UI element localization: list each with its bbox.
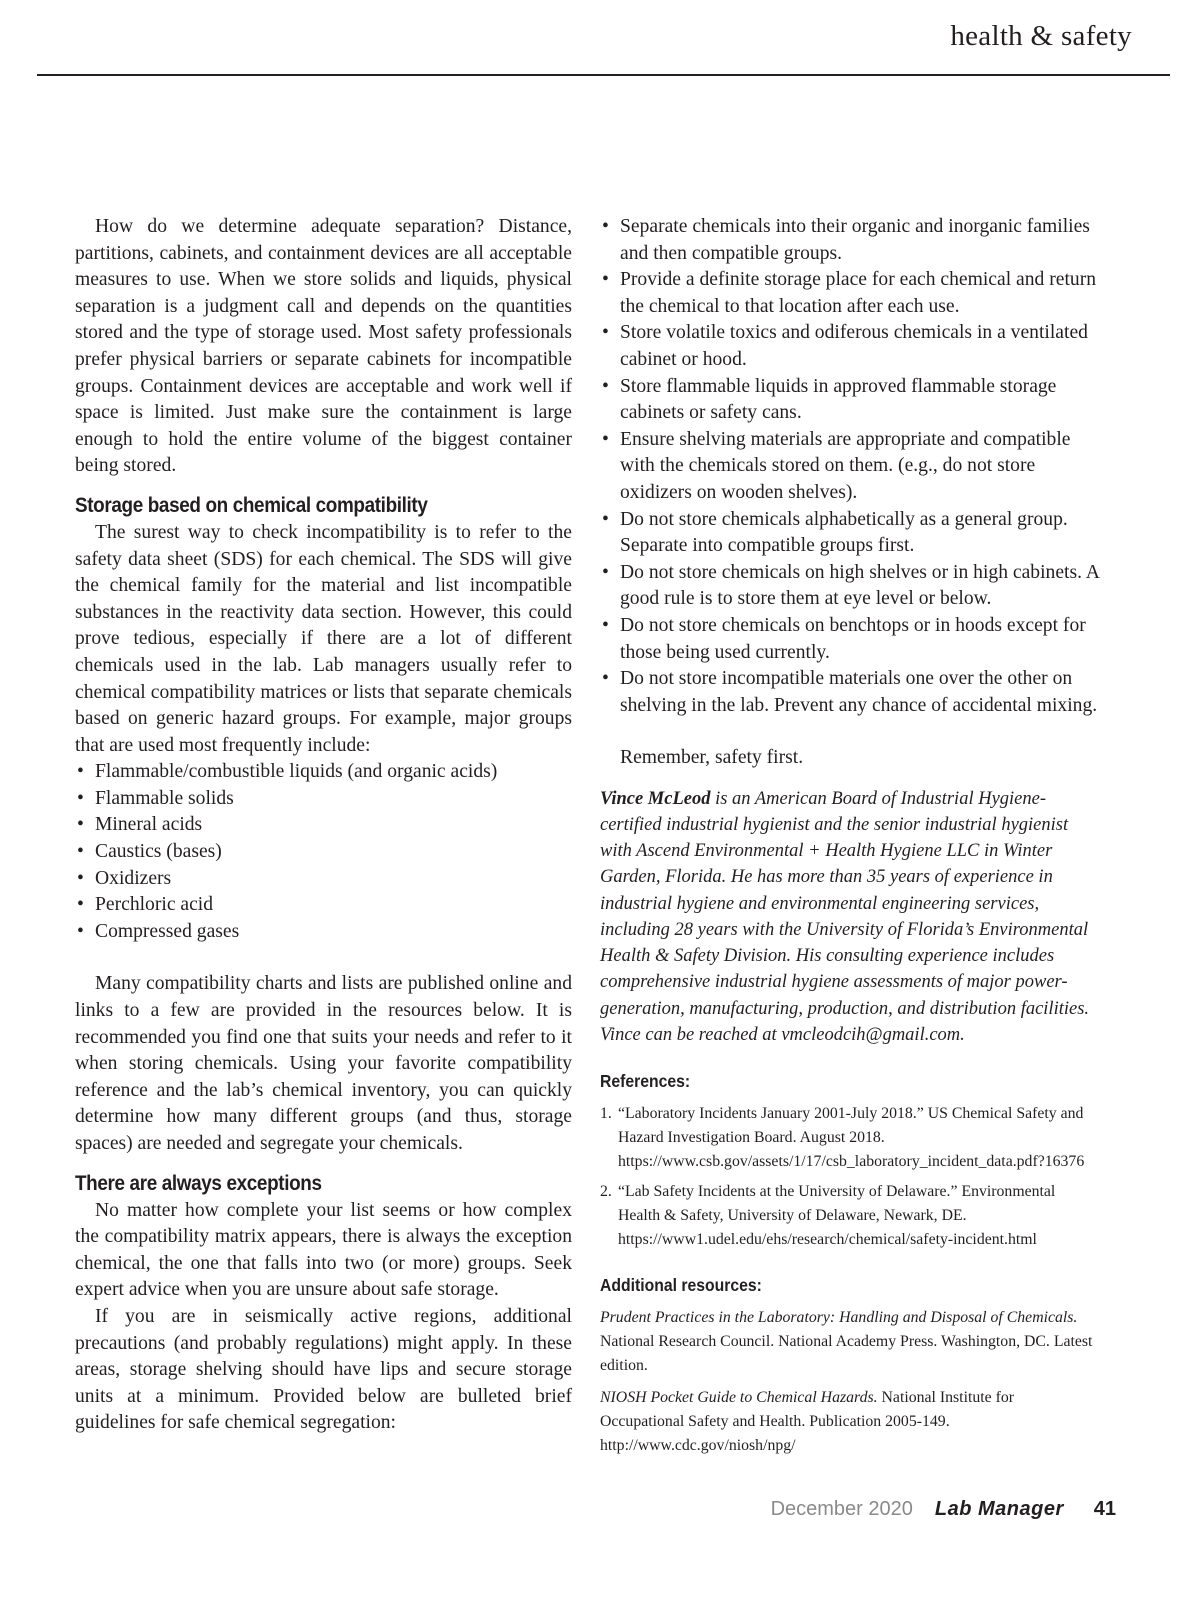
list-item: • Do not store incompatible materials one over the other on shelving in the lab. Prevent any chance of accidental mixing.: [600, 666, 1100, 719]
closing-line: Remember, safety first.: [620, 747, 804, 769]
list-item: • Do not store chemicals on benchtops or in hoods except for those being used currently.: [600, 613, 1100, 666]
page-footer: [771, 1498, 1116, 1521]
heading-exceptions: There are always exceptions: [75, 1171, 322, 1195]
resources-heading: Additional resources:: [600, 1274, 762, 1295]
list-item: • Flammable solids: [75, 786, 572, 813]
resource-title: Prudent Practices in the Laboratory: Handling and Disposal of Chemicals.: [600, 1308, 1078, 1326]
intro-paragraph: How do we determine adequate separation? Distance, partitions, cabinets, and containment devices are all acceptable measures to use. When we store solids and liquids, physical separation is a judgment call and depends on the quantities stored and the type of storage used. Most safety professionals prefer physical barriers or separate cabinets for incompatible groups. Containment devices are acceptable and work well if space is limited. Just make sure the containment is large enough to hold the entire volume of the biggest container being stored.: [75, 216, 572, 477]
list-item: • Store flammable liquids in approved flammable storage cabinets or safety cans.: [600, 374, 1100, 427]
author-bio-text: is an American Board of Industrial Hygiene-certified industrial hygienist and the senior industrial hygienist with Ascend Environmental + Health Hygiene LLC in Winter Garden, Florida. He has more than 35 years of experience in industrial hygiene and environmental engineering services, including 28 years with the University of Florida’s Environmental Health & Safety Division. His consulting experience includes comprehensive industrial hygiene assessments of major power-generation, manufacturing, production, and distribution facilities. Vince can be reached at vmcleodcih@gmail.com.: [600, 788, 1090, 1045]
charts-paragraph: Many compatibility charts and lists are published online and links to a few are provided in the resources below. It is recommended you find one that suits your needs and refer to it when storing chemicals. Using your favorite compatibility reference and the lab’s chemical inventory, you can quickly determine how many different groups (and thus, storage spaces) are needed and segregate your chemicals.: [75, 973, 572, 1154]
references-heading: References:: [600, 1070, 691, 1091]
reference-item: [600, 1180, 1100, 1252]
list-item: • Caustics (bases): [75, 839, 572, 866]
seismic-paragraph: If you are in seismically active regions, additional precautions (and probably regulations) might apply. In these areas, storage shelving should have lips and secure storage units at a minimum. Provided below are bulleted brief guidelines for safe chemical segregation:: [75, 1305, 572, 1434]
resource-text: National Institute for Occupational Safety and Health. Publication 2005-149. http://www.cdc.gov/niosh/npg/: [600, 1388, 1015, 1454]
page-number: 41: [1093, 1498, 1116, 1520]
list-item: • Perchloric acid: [75, 892, 572, 919]
section-title: health & safety: [950, 20, 1132, 52]
list-item: • Do not store chemicals alphabetically as a general group. Separate into compatible groups first.: [600, 507, 1100, 560]
compatibility-paragraph: The surest way to check incompatibility is to refer to the safety data sheet (SDS) for each chemical. The SDS will give the chemical family for the material and list incompatible substances in the reactivity data section. However, this could prove tedious, especially if there are a lot of different chemicals used in the lab. Lab managers usually refer to chemical compatibility matrices or lists that separate chemicals based on generic hazard groups. For example, major groups that are used most frequently include:: [75, 521, 572, 756]
list-item: • Provide a definite storage place for each chemical and return the chemical to that location after each use.: [600, 267, 1100, 320]
author-name: Vince McLeod: [600, 788, 711, 809]
list-item: • Store volatile toxics and odiferous chemicals in a ventilated cabinet or hood.: [600, 320, 1100, 373]
resource-text: National Research Council. National Academy Press. Washington, DC. Latest edition.: [600, 1332, 1093, 1374]
list-item: • Flammable/combustible liquids (and organic acids): [75, 759, 572, 786]
author-bio: [600, 786, 1100, 1048]
left-column: [75, 214, 572, 1437]
list-item: • Compressed gases: [75, 919, 572, 946]
reference-text: “Laboratory Incidents January 2001-July 2018.” US Chemical Safety and Hazard Investigation Board. August 2018. https://www.csb.gov/assets/1/17/csb_laboratory_incident_data.pdf?16376: [618, 1104, 1085, 1170]
issue-date: December 2020: [770, 1498, 913, 1520]
right-column: [600, 214, 1100, 1466]
hazard-groups-list: [75, 759, 572, 945]
resource-title: NIOSH Pocket Guide to Chemical Hazards.: [600, 1388, 878, 1406]
guidelines-list: [600, 214, 1100, 719]
references-list: [600, 1102, 1100, 1252]
reference-number: 2.: [600, 1182, 612, 1200]
reference-item: [600, 1102, 1100, 1174]
exceptions-paragraph: No matter how complete your list seems or how complex the compatibility matrix appears, there is always the exception chemical, the one that falls into two (or more) groups. Seek expert advice when you are unsure about safe storage.: [75, 1199, 572, 1301]
heading-storage-compatibility: Storage based on chemical compatibility: [75, 493, 428, 517]
resource-item: [600, 1306, 1100, 1378]
resource-item: [600, 1386, 1100, 1458]
list-item: • Oxidizers: [75, 866, 572, 893]
list-item: • Mineral acids: [75, 812, 572, 839]
reference-number: 1.: [600, 1104, 612, 1122]
header-rule: [37, 74, 1170, 76]
list-item: • Separate chemicals into their organic and inorganic families and then compatible groups.: [600, 214, 1100, 267]
spacer: [75, 945, 572, 971]
magazine-name: Lab Manager: [934, 1498, 1064, 1520]
reference-text: “Lab Safety Incidents at the University of Delaware.” Environmental Health & Safety, University of Delaware, Newark, DE. https://www1.udel.edu/ehs/research/chemical/safety-incident.html: [618, 1182, 1056, 1248]
list-item: • Ensure shelving materials are appropriate and compatible with the chemicals stored on them. (e.g., do not store oxidizers on wooden shelves).: [600, 427, 1100, 507]
list-item: • Do not store chemicals on high shelves or in high cabinets. A good rule is to store them at eye level or below.: [600, 560, 1100, 613]
